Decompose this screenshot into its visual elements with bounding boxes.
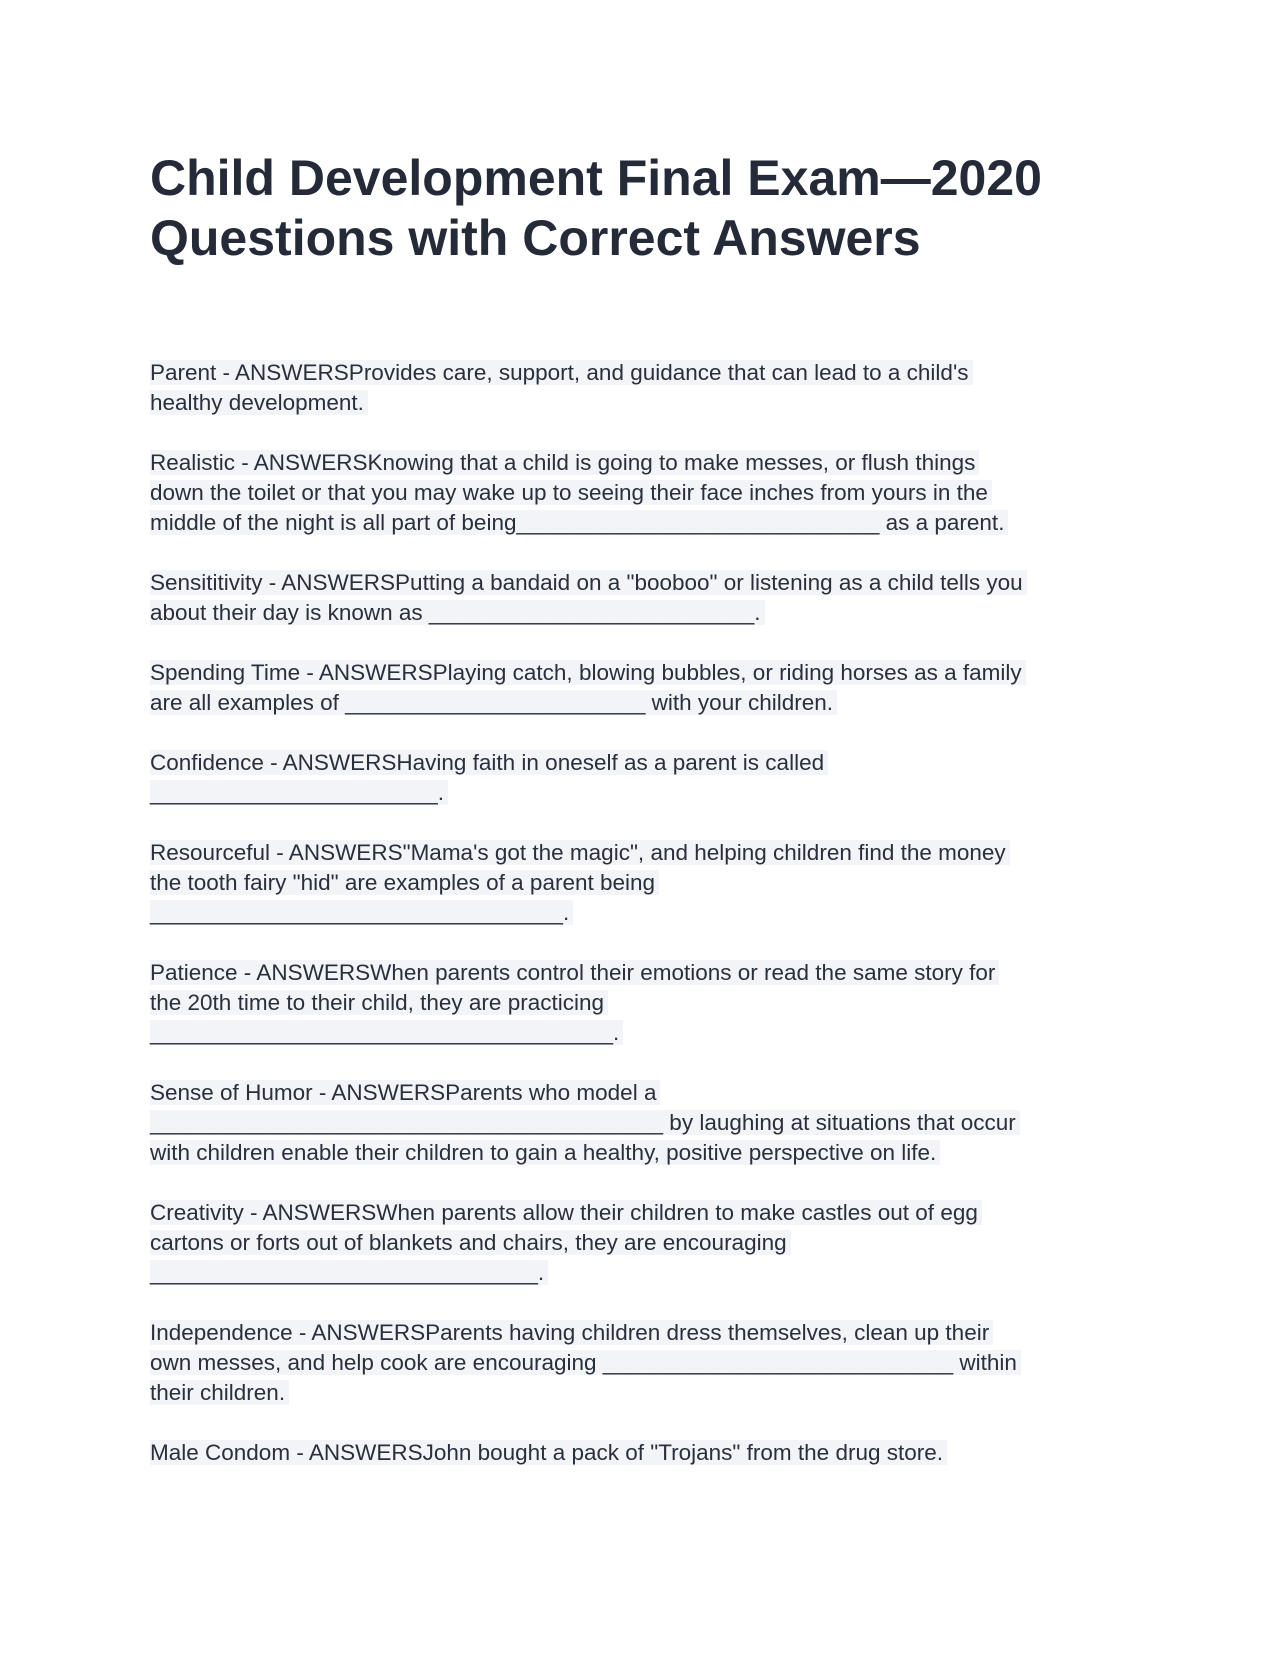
qa-item <box>150 958 1130 1048</box>
qa-item-line <box>150 568 1130 598</box>
qa-item <box>150 1318 1130 1408</box>
qa-item-text: _________________________________. <box>150 900 573 925</box>
qa-item-line <box>150 388 1130 418</box>
qa-item-text: Spending Time - ANSWERSPlaying catch, blowing bubbles, or riding horses as a family <box>150 660 1026 685</box>
qa-item-line <box>150 1198 1130 1228</box>
qa-item-text: their children. <box>150 1380 289 1405</box>
qa-item-line <box>150 838 1130 868</box>
qa-item-text: about their day is known as __________________________. <box>150 600 765 625</box>
title-line: Questions with Correct Answers <box>150 210 921 266</box>
qa-item <box>150 568 1130 628</box>
qa-item-text: Creativity - ANSWERSWhen parents allow their children to make castles out of egg <box>150 1200 982 1225</box>
qa-item-line <box>150 1228 1130 1258</box>
qa-item-text: Sense of Humor - ANSWERSParents who model a <box>150 1080 660 1105</box>
title-line: Child Development Final Exam—2020 <box>150 150 1042 206</box>
qa-item-text: Patience - ANSWERSWhen parents control their emotions or read the same story for <box>150 960 999 985</box>
qa-item-line <box>150 358 1130 388</box>
qa-item-text: Sensititivity - ANSWERSPutting a bandaid on a "booboo" or listening as a child tells you <box>150 570 1027 595</box>
qa-item-text: _______________________. <box>150 780 448 805</box>
qa-item-text: Realistic - ANSWERSKnowing that a child is going to make messes, or flush things <box>150 450 979 475</box>
qa-item <box>150 838 1130 928</box>
qa-item-line <box>150 478 1130 508</box>
qa-item <box>150 448 1130 538</box>
qa-item-line <box>150 1348 1130 1378</box>
qa-item-text: down the toilet or that you may wake up to seeing their face inches from yours in the <box>150 480 992 505</box>
qa-item-text: the 20th time to their child, they are practicing <box>150 990 608 1015</box>
qa-item-text: Resourceful - ANSWERS"Mama's got the magic", and helping children find the money <box>150 840 1010 865</box>
qa-item-line <box>150 658 1130 688</box>
qa-item-text: _________________________________________ by laughing at situations that occur <box>150 1110 1020 1135</box>
qa-item-line <box>150 1378 1130 1408</box>
qa-item <box>150 1078 1130 1168</box>
qa-item-line <box>150 1108 1130 1138</box>
qa-item-line <box>150 1258 1130 1288</box>
qa-item-line <box>150 1018 1130 1048</box>
qa-item-line <box>150 688 1130 718</box>
qa-list <box>150 358 1130 1498</box>
qa-item-text: cartons or forts out of blankets and chairs, they are encouraging <box>150 1230 791 1255</box>
qa-item <box>150 748 1130 808</box>
qa-item-text: Independence - ANSWERSParents having children dress themselves, clean up their <box>150 1320 993 1345</box>
qa-item-line <box>150 778 1130 808</box>
qa-item-text: with children enable their children to gain a healthy, positive perspective on life. <box>150 1140 940 1165</box>
qa-item-line <box>150 958 1130 988</box>
qa-item-text: are all examples of ________________________ with your children. <box>150 690 837 715</box>
qa-item-line <box>150 1318 1130 1348</box>
qa-item-line <box>150 1078 1130 1108</box>
qa-item-line <box>150 598 1130 628</box>
qa-item-line <box>150 898 1130 928</box>
qa-item <box>150 658 1130 718</box>
qa-item-line <box>150 988 1130 1018</box>
qa-item-text: Male Condom - ANSWERSJohn bought a pack of "Trojans" from the drug store. <box>150 1440 947 1465</box>
qa-item-line <box>150 748 1130 778</box>
document-page <box>150 148 1130 1465</box>
qa-item-text: the tooth fairy "hid" are examples of a parent being <box>150 870 659 895</box>
qa-item-text: Parent - ANSWERSProvides care, support, and guidance that can lead to a child's <box>150 360 973 385</box>
qa-item-text: _______________________________. <box>150 1260 548 1285</box>
qa-item <box>150 1198 1130 1288</box>
qa-item-text: middle of the night is all part of being_____________________________ as a parent. <box>150 510 1008 535</box>
qa-item-text: Confidence - ANSWERSHaving faith in oneself as a parent is called <box>150 750 828 775</box>
qa-item-text: healthy development. <box>150 390 368 415</box>
qa-item <box>150 1438 1130 1468</box>
document-title <box>150 148 1130 268</box>
qa-item-line <box>150 508 1130 538</box>
qa-item-line <box>150 1438 1130 1468</box>
qa-item-line <box>150 448 1130 478</box>
qa-item-text: own messes, and help cook are encouraging ____________________________ within <box>150 1350 1021 1375</box>
qa-item-line <box>150 868 1130 898</box>
qa-item-text: _____________________________________. <box>150 1020 623 1045</box>
qa-item-line <box>150 1138 1130 1168</box>
qa-item <box>150 358 1130 418</box>
